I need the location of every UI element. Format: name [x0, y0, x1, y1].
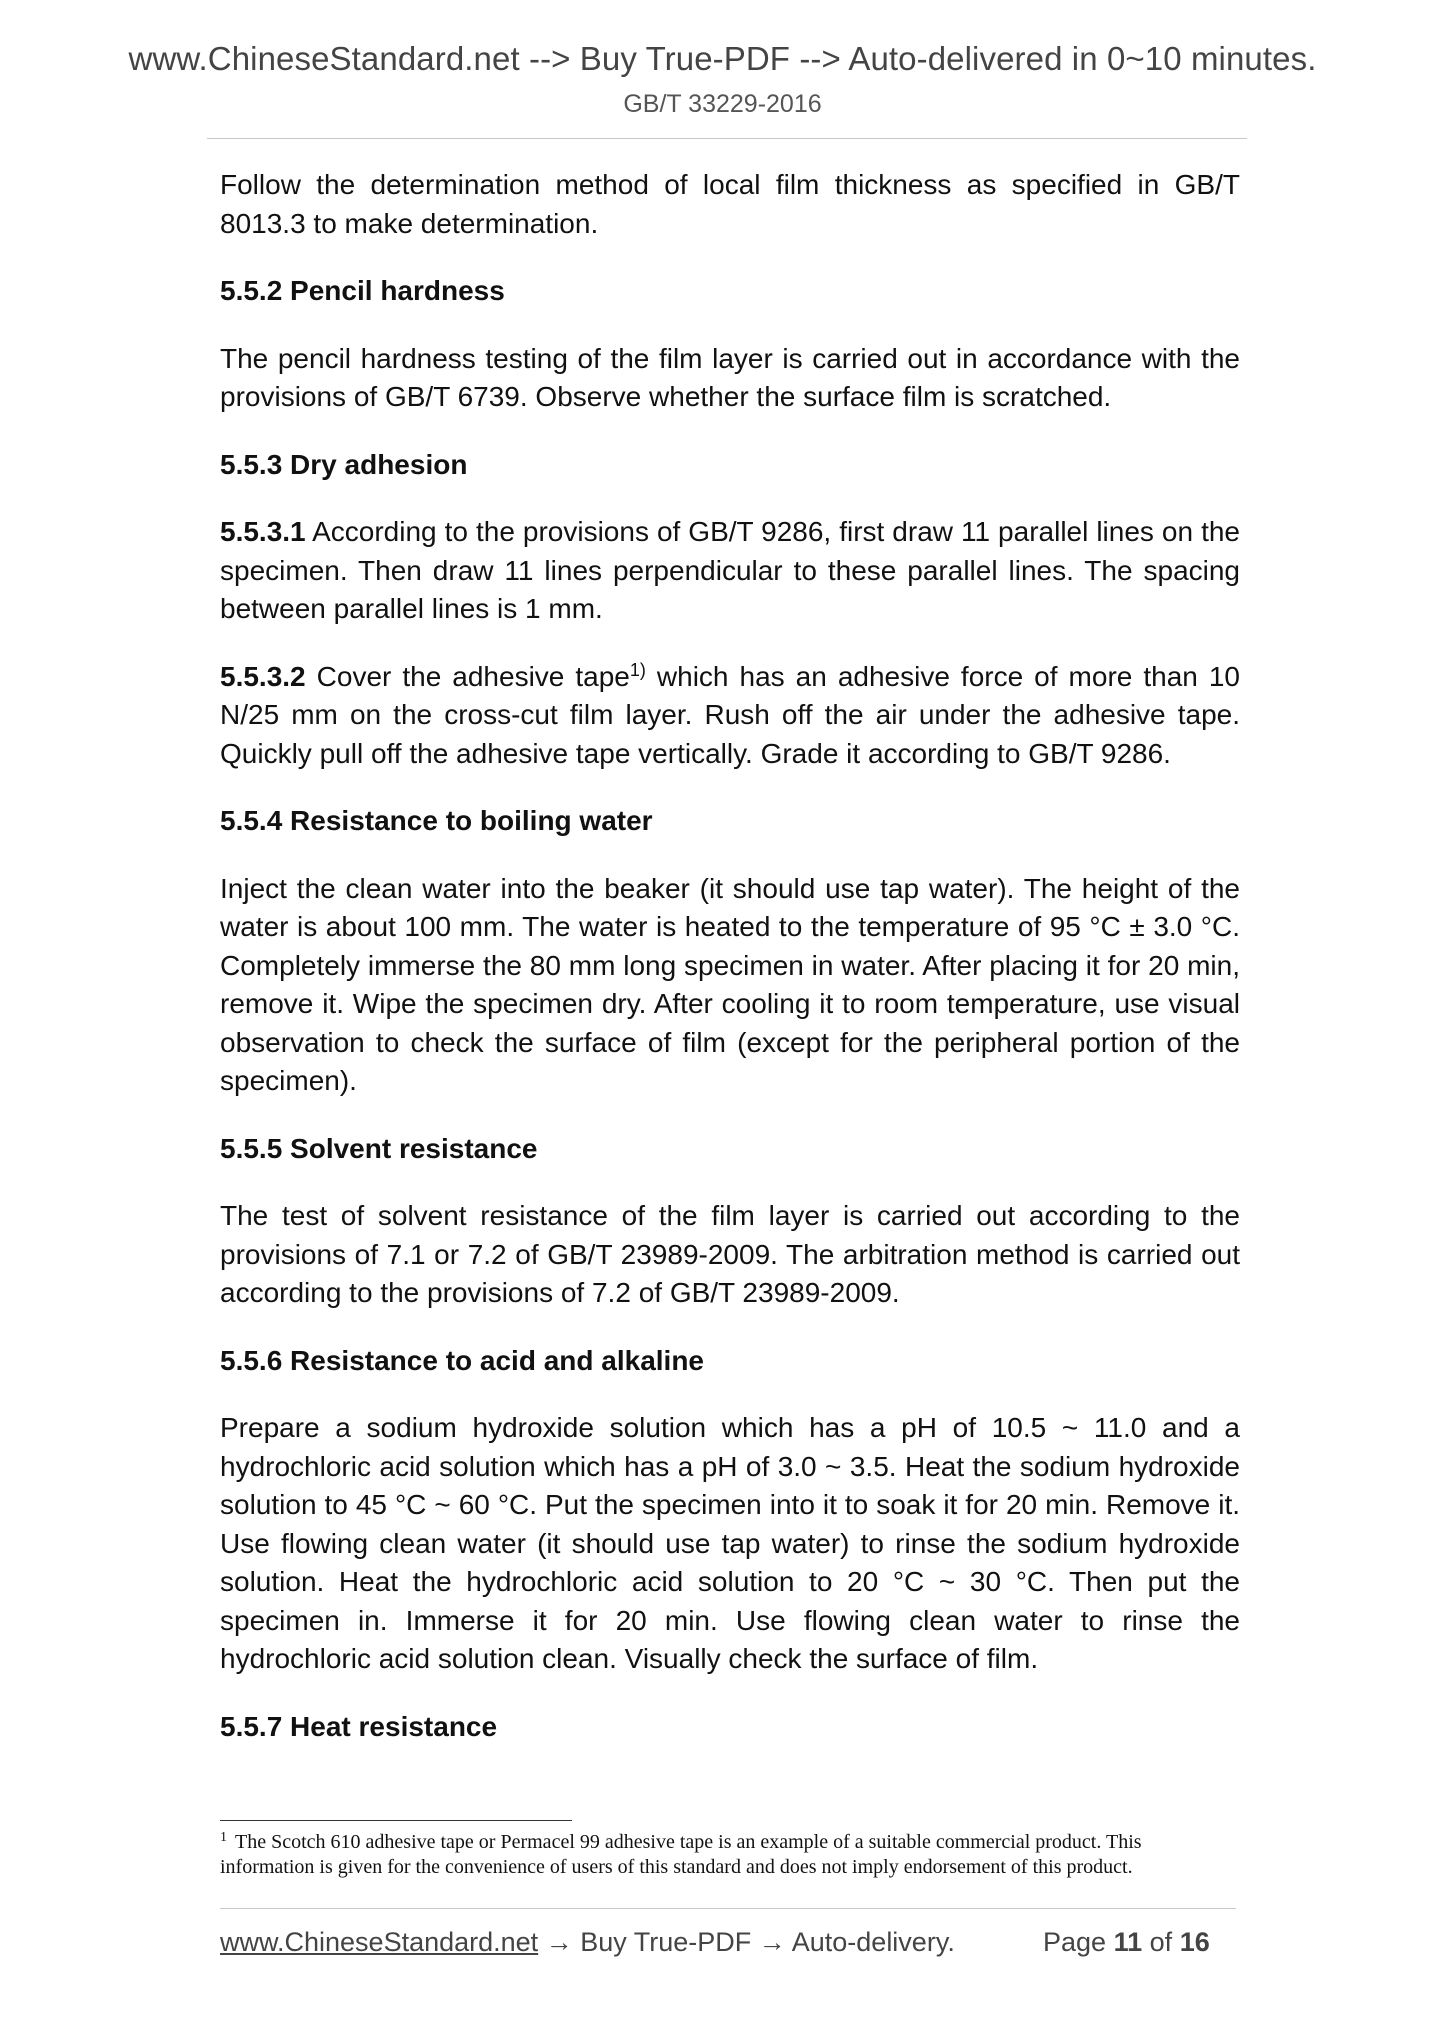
page-label: Page	[1043, 1927, 1107, 1957]
page-total: 16	[1179, 1927, 1210, 1957]
section-heading-5-5-5: 5.5.5 Solvent resistance	[220, 1132, 538, 1164]
footnote-divider	[220, 1820, 572, 1821]
footnote-mark: 1	[220, 1830, 227, 1845]
section-heading-5-5-2: 5.5.2 Pencil hardness	[220, 275, 505, 306]
section-heading-5-5-4: 5.5.4 Resistance to boiling water	[220, 805, 653, 836]
footer-link[interactable]: www.ChineseStandard.net	[220, 1927, 539, 1957]
paragraph-5-5-3-1	[220, 513, 1240, 629]
paragraph-5-5-2: The pencil hardness testing of the film layer is carried out in accordance with the provisions of GB/T 6739. Observe whether the surface film is scratched.	[220, 342, 1240, 412]
section-heading-5-5-6: 5.5.6 Resistance to acid and alkaline	[220, 1344, 704, 1376]
clause-number: 5.5.3.2	[220, 660, 306, 692]
paragraph-5-5-5: The test of solvent resistance of the film layer is carried out according to the provisions of 7.1 or 7.2 of GB/T 23989-2009. The arbitration method is carried out according to the provisions of 7.2 of GB/T 23989-2009.	[220, 1200, 1240, 1308]
page-current: 11	[1113, 1927, 1143, 1957]
header-divider	[207, 138, 1247, 139]
footer-tagline	[220, 1927, 955, 1958]
footnote-text: The Scotch 610 adhesive tape or Permacel 99 adhesive tape is an example of a suitable commercial product. This information is given for the convenience of users of this standard and does not imply endorsement of this product.	[220, 1831, 1142, 1878]
footer-tagline-text: → Buy True-PDF → Auto-delivery.	[538, 1927, 955, 1957]
clause-text: According to the provisions of GB/T 9286, first draw 11 parallel lines on the specimen. Then draw 11 lines perpendicular to these parallel lines. The spacing between parallel lines is 1 mm.	[220, 516, 1240, 624]
clause-text: which has an adhesive force of more than 10 N/25 mm on the cross-cut film layer. Rush off the air under the adhesive tape. Quickly pull off the adhesive tape vertically. Grade it according to GB/T 9286.	[220, 660, 1240, 769]
clause-number: 5.5.3.1	[220, 516, 306, 547]
of-label: of	[1149, 1927, 1173, 1957]
footnote-reference: 1)	[629, 659, 646, 680]
section-heading-5-5-7: 5.5.7 Heat resistance	[220, 1710, 498, 1742]
section-heading-5-5-3: 5.5.3 Dry adhesion	[220, 448, 468, 480]
standard-id: GB/T 33229-2016	[623, 90, 822, 118]
clause-text: Cover the adhesive tape	[305, 660, 630, 692]
page-indicator	[1043, 1927, 1210, 1958]
page-content	[220, 166, 1240, 1775]
paragraph-5-5-3-2	[220, 658, 1240, 774]
paragraph-5-5-6: Prepare a sodium hydroxide solution which has a pH of 10.5 ~ 11.0 and a hydrochloric acid solution which has a pH of 3.0 ~ 3.5. Heat the sodium hydroxide solution to 45 °C ~ 60 °C. Put the specimen into it to soak it for 20 min. Remove it. Use flowing clean water (it should use tap water) to rinse the sodium hydroxide solution. Heat the hydrochloric acid solution to 20 °C ~ 30 °C. Then put the specimen in. Immerse it for 20 min. Use flowing clean water to rinse the hydrochloric acid solution clean. Visually check the surface of film.	[220, 1412, 1240, 1674]
footnote	[220, 1830, 1240, 1880]
intro-paragraph: Follow the determination method of local film thickness as specified in GB/T 8013.3 to make determination.	[220, 169, 1240, 239]
footer-divider	[220, 1908, 1236, 1909]
header-banner[interactable]: www.ChineseStandard.net --> Buy True-PDF --> Auto-delivered in 0~10 minutes.	[128, 40, 1317, 77]
paragraph-5-5-4: Inject the clean water into the beaker (it should use tap water). The height of the water is about 100 mm. The water is heated to the temperature of 95 °C ± 3.0 °C. Completely immerse the 80 mm long specimen in water. After placing it for 20 min, remove it. Wipe the specimen dry. After cooling it to room temperature, use visual observation to check the surface of film (except for the peripheral portion of the specimen).	[220, 872, 1240, 1096]
